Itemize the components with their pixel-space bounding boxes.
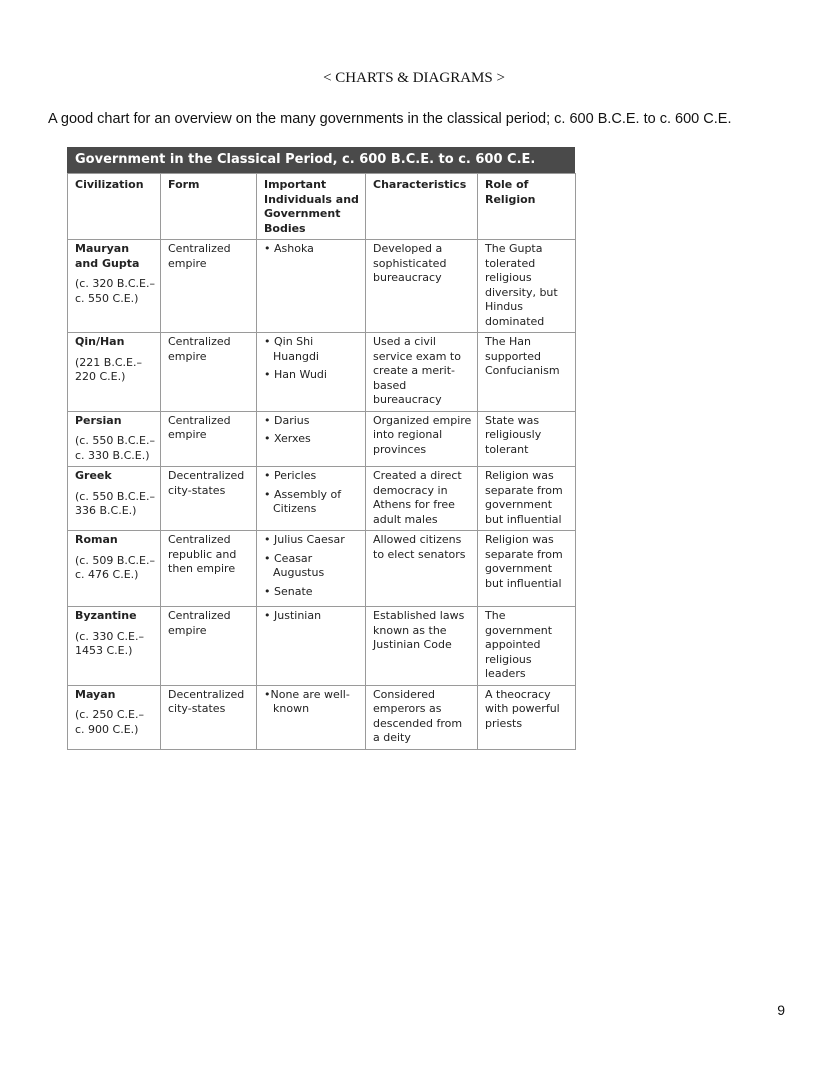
table-row [68, 467, 576, 531]
civilization-dates: (c. 320 B.C.E.– c. 550 C.E.) [75, 277, 155, 305]
individual-item: • Han Wudi [264, 368, 360, 383]
religion-cell: A theocracy with powerful priests [478, 685, 576, 749]
civilization-dates: (c. 330 C.E.–1453 C.E.) [75, 629, 144, 657]
civilization-name: Persian [75, 413, 122, 427]
government-table [67, 173, 576, 750]
individuals-cell [257, 685, 366, 749]
column-header: Characteristics [366, 174, 478, 240]
column-header: Civilization [68, 174, 161, 240]
table-row [68, 685, 576, 749]
page-number: 9 [777, 1002, 785, 1018]
characteristics-cell: Considered emperors as descended from a deity [366, 685, 478, 749]
table-row [68, 240, 576, 333]
religion-cell: The Han supported Confucianism [478, 333, 576, 412]
characteristics-cell: Allowed citizens to elect senators [366, 531, 478, 607]
individual-item: • Xerxes [264, 432, 360, 447]
individuals-list [264, 533, 360, 599]
characteristics-cell: Organized empire into regional provinces [366, 411, 478, 467]
civilization-cell [68, 685, 161, 749]
table-row [68, 333, 576, 412]
civilization-cell [68, 411, 161, 467]
individual-item: • Senate [264, 585, 360, 600]
individual-item: • Julius Caesar [264, 533, 360, 548]
form-cell: Centralized empire [161, 333, 257, 412]
civilization-dates: (c. 509 B.C.E.– c. 476 C.E.) [75, 553, 155, 581]
individuals-list [264, 609, 360, 624]
form-cell: Centralized empire [161, 607, 257, 686]
characteristics-cell: Established laws known as the Justinian Code [366, 607, 478, 686]
individuals-list [264, 242, 360, 257]
form-cell: Centralized empire [161, 240, 257, 333]
religion-cell: The government appointed religious leaders [478, 607, 576, 686]
individual-item: • Ceasar Augustus [264, 552, 360, 581]
characteristics-cell: Used a civil service exam to create a merit-based bureaucracy [366, 333, 478, 412]
table-title: Government in the Classical Period, c. 600 B.C.E. to c. 600 C.E. [67, 147, 575, 173]
form-cell: Centralized empire [161, 411, 257, 467]
individuals-cell [257, 411, 366, 467]
characteristics-cell: Developed a sophisticated bureaucracy [366, 240, 478, 333]
civilization-name: Qin/Han [75, 335, 125, 348]
civilization-dates: (221 B.C.E.–220 C.E.) [75, 355, 142, 383]
individual-item: • Ashoka [264, 242, 360, 257]
individual-item: • None are well-known [264, 688, 360, 717]
civilization-name: Mayan [75, 687, 116, 701]
column-header: Important Individuals and Government Bodies [257, 174, 366, 240]
individual-item: • Qin Shi Huangdi [264, 335, 360, 364]
civilization-name: Roman [75, 533, 118, 546]
individual-item: • Darius [264, 414, 360, 429]
government-table-figure [67, 147, 575, 750]
individuals-cell [257, 467, 366, 531]
column-header: Form [161, 174, 257, 240]
form-cell: Decentralized city-states [161, 467, 257, 531]
civilization-name: Mauryan and Gupta [75, 242, 140, 270]
individuals-list [264, 469, 360, 517]
civilization-cell [68, 607, 161, 686]
individual-item: • Pericles [264, 469, 360, 484]
table-header-row [68, 174, 576, 240]
intro-text: A good chart for an overview on the many governments in the classical period; c. 600 B.C.E. to c. 600 C.E. [48, 111, 732, 127]
individuals-list [264, 414, 360, 447]
column-header: Role of Religion [478, 174, 576, 240]
characteristics-cell: Created a direct democracy in Athens for free adult males [366, 467, 478, 531]
civilization-cell [68, 467, 161, 531]
individuals-list [264, 688, 360, 717]
individuals-list [264, 335, 360, 383]
individuals-cell [257, 607, 366, 686]
civilization-dates: (c. 550 B.C.E.–336 B.C.E.) [75, 489, 155, 517]
civilization-cell [68, 531, 161, 607]
individuals-cell [257, 531, 366, 607]
table-row [68, 607, 576, 686]
religion-cell: The Gupta tolerated religious diversity, but Hindus dominated [478, 240, 576, 333]
civilization-dates: (c. 250 C.E.– c. 900 C.E.) [75, 708, 144, 736]
civilization-dates: (c. 550 B.C.E.– c. 330 B.C.E.) [75, 434, 155, 462]
form-cell: Centralized republic and then empire [161, 531, 257, 607]
form-cell: Decentralized city-states [161, 685, 257, 749]
individuals-cell [257, 240, 366, 333]
table-body [68, 240, 576, 750]
table-row [68, 531, 576, 607]
individual-item: • Assembly of Citizens [264, 488, 360, 517]
civilization-cell [68, 240, 161, 333]
religion-cell: Religion was separate from government but influential [478, 467, 576, 531]
civilization-name: Greek [75, 469, 112, 482]
civilization-name: Byzantine [75, 609, 137, 622]
civilization-cell [68, 333, 161, 412]
section-heading: < CHARTS & DIAGRAMS > [323, 70, 505, 86]
individuals-cell [257, 333, 366, 412]
religion-cell: Religion was separate from government but influential [478, 531, 576, 607]
individual-item: • Justinian [264, 609, 360, 624]
table-row [68, 411, 576, 467]
religion-cell: State was religiously tolerant [478, 411, 576, 467]
